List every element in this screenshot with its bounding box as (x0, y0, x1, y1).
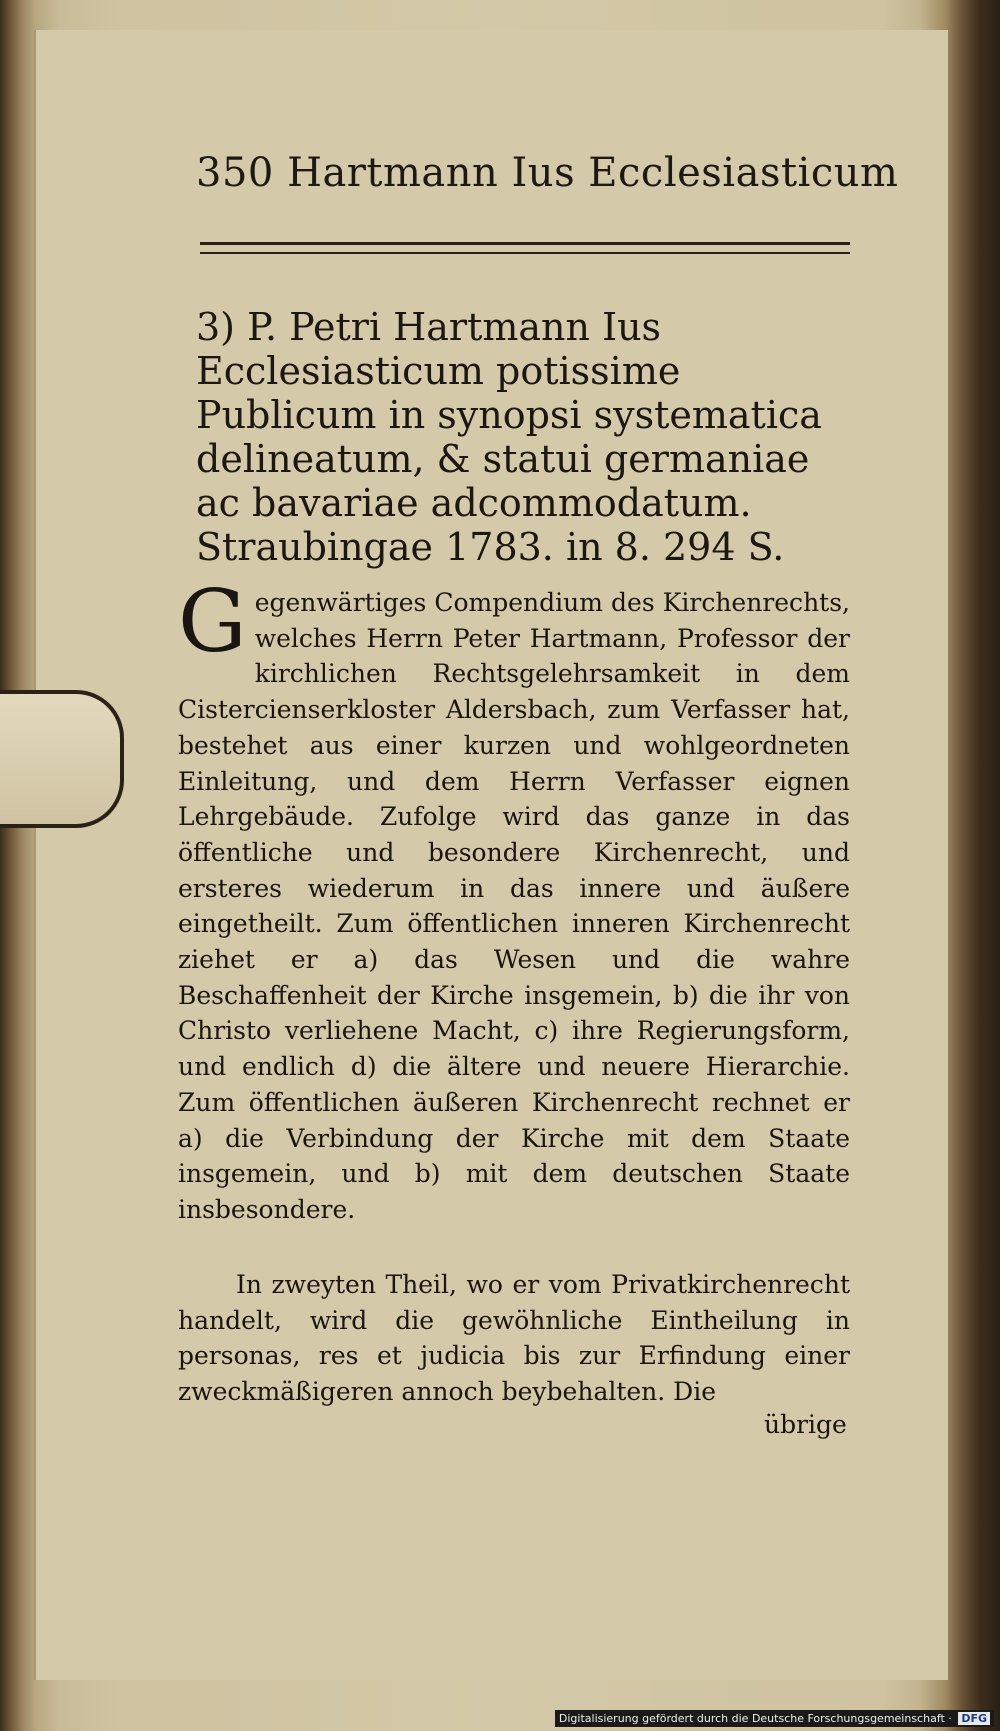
paragraph-1-text: egenwärtiges Compendium des Kirchenrechts, welches Herrn Peter Hartmann, Professor der kirchlichen Rechtsgelehrsamkeit in dem Cistercienserkloster Aldersbach, zum Verfasser hat, bestehet aus einer kurzen und wohlgeordneten Einleitung, und dem Herrn Verfasser eignen Lehrgebäude. Zufolge wird das ganze in das öffentliche und besondere Kirchenrecht, und ersteres wiederum in das innere und äußere eingetheilt. Zum öffentlichen inneren Kirchenrecht ziehet er a) das Wesen und die wahre Beschaffenheit der Kirche insgemein, b) die ihr von Christo verliehene Macht, c) ihre Regierungsform, und endlich d) die ältere und neuere Hierarchie. Zum öffentlichen äußeren Kirchenrecht rechnet er a) die Verbindung der Kirche mit dem Staate insgemein, und b) mit dem deutschen Staate insbesondere. (178, 588, 850, 1224)
page-clip (0, 690, 124, 828)
header-rule-bottom (200, 252, 850, 254)
catchword: übrige (764, 1410, 847, 1439)
drop-cap: G (178, 572, 247, 672)
paragraph-1 (178, 572, 850, 1228)
running-header: 350 Hartmann Ius Ecclesiasticum (196, 150, 899, 196)
footer-text: Digitalisierung gefördert durch die Deutsche Forschungsgemeinschaft · (558, 1712, 952, 1725)
digitization-footer (555, 1710, 994, 1727)
paragraph-2: In zweyten Theil, wo er vom Privatkirchenrecht handelt, wird die gewöhnliche Eintheilung in personas, res et judicia bis zur Erfindung einer zweckmäßigeren annoch beybehalten. Die (178, 1270, 850, 1407)
entry-title: 3) P. Petri Hartmann Ius Ecclesiasticum potissime Publicum in synopsi systematica delineatum, & statui germaniae ac bavariae adcommodatum. Straubingae 1783. in 8. 294 S. (196, 305, 822, 569)
header-rule-top (200, 242, 850, 245)
dfg-logo: DFG (958, 1712, 990, 1725)
